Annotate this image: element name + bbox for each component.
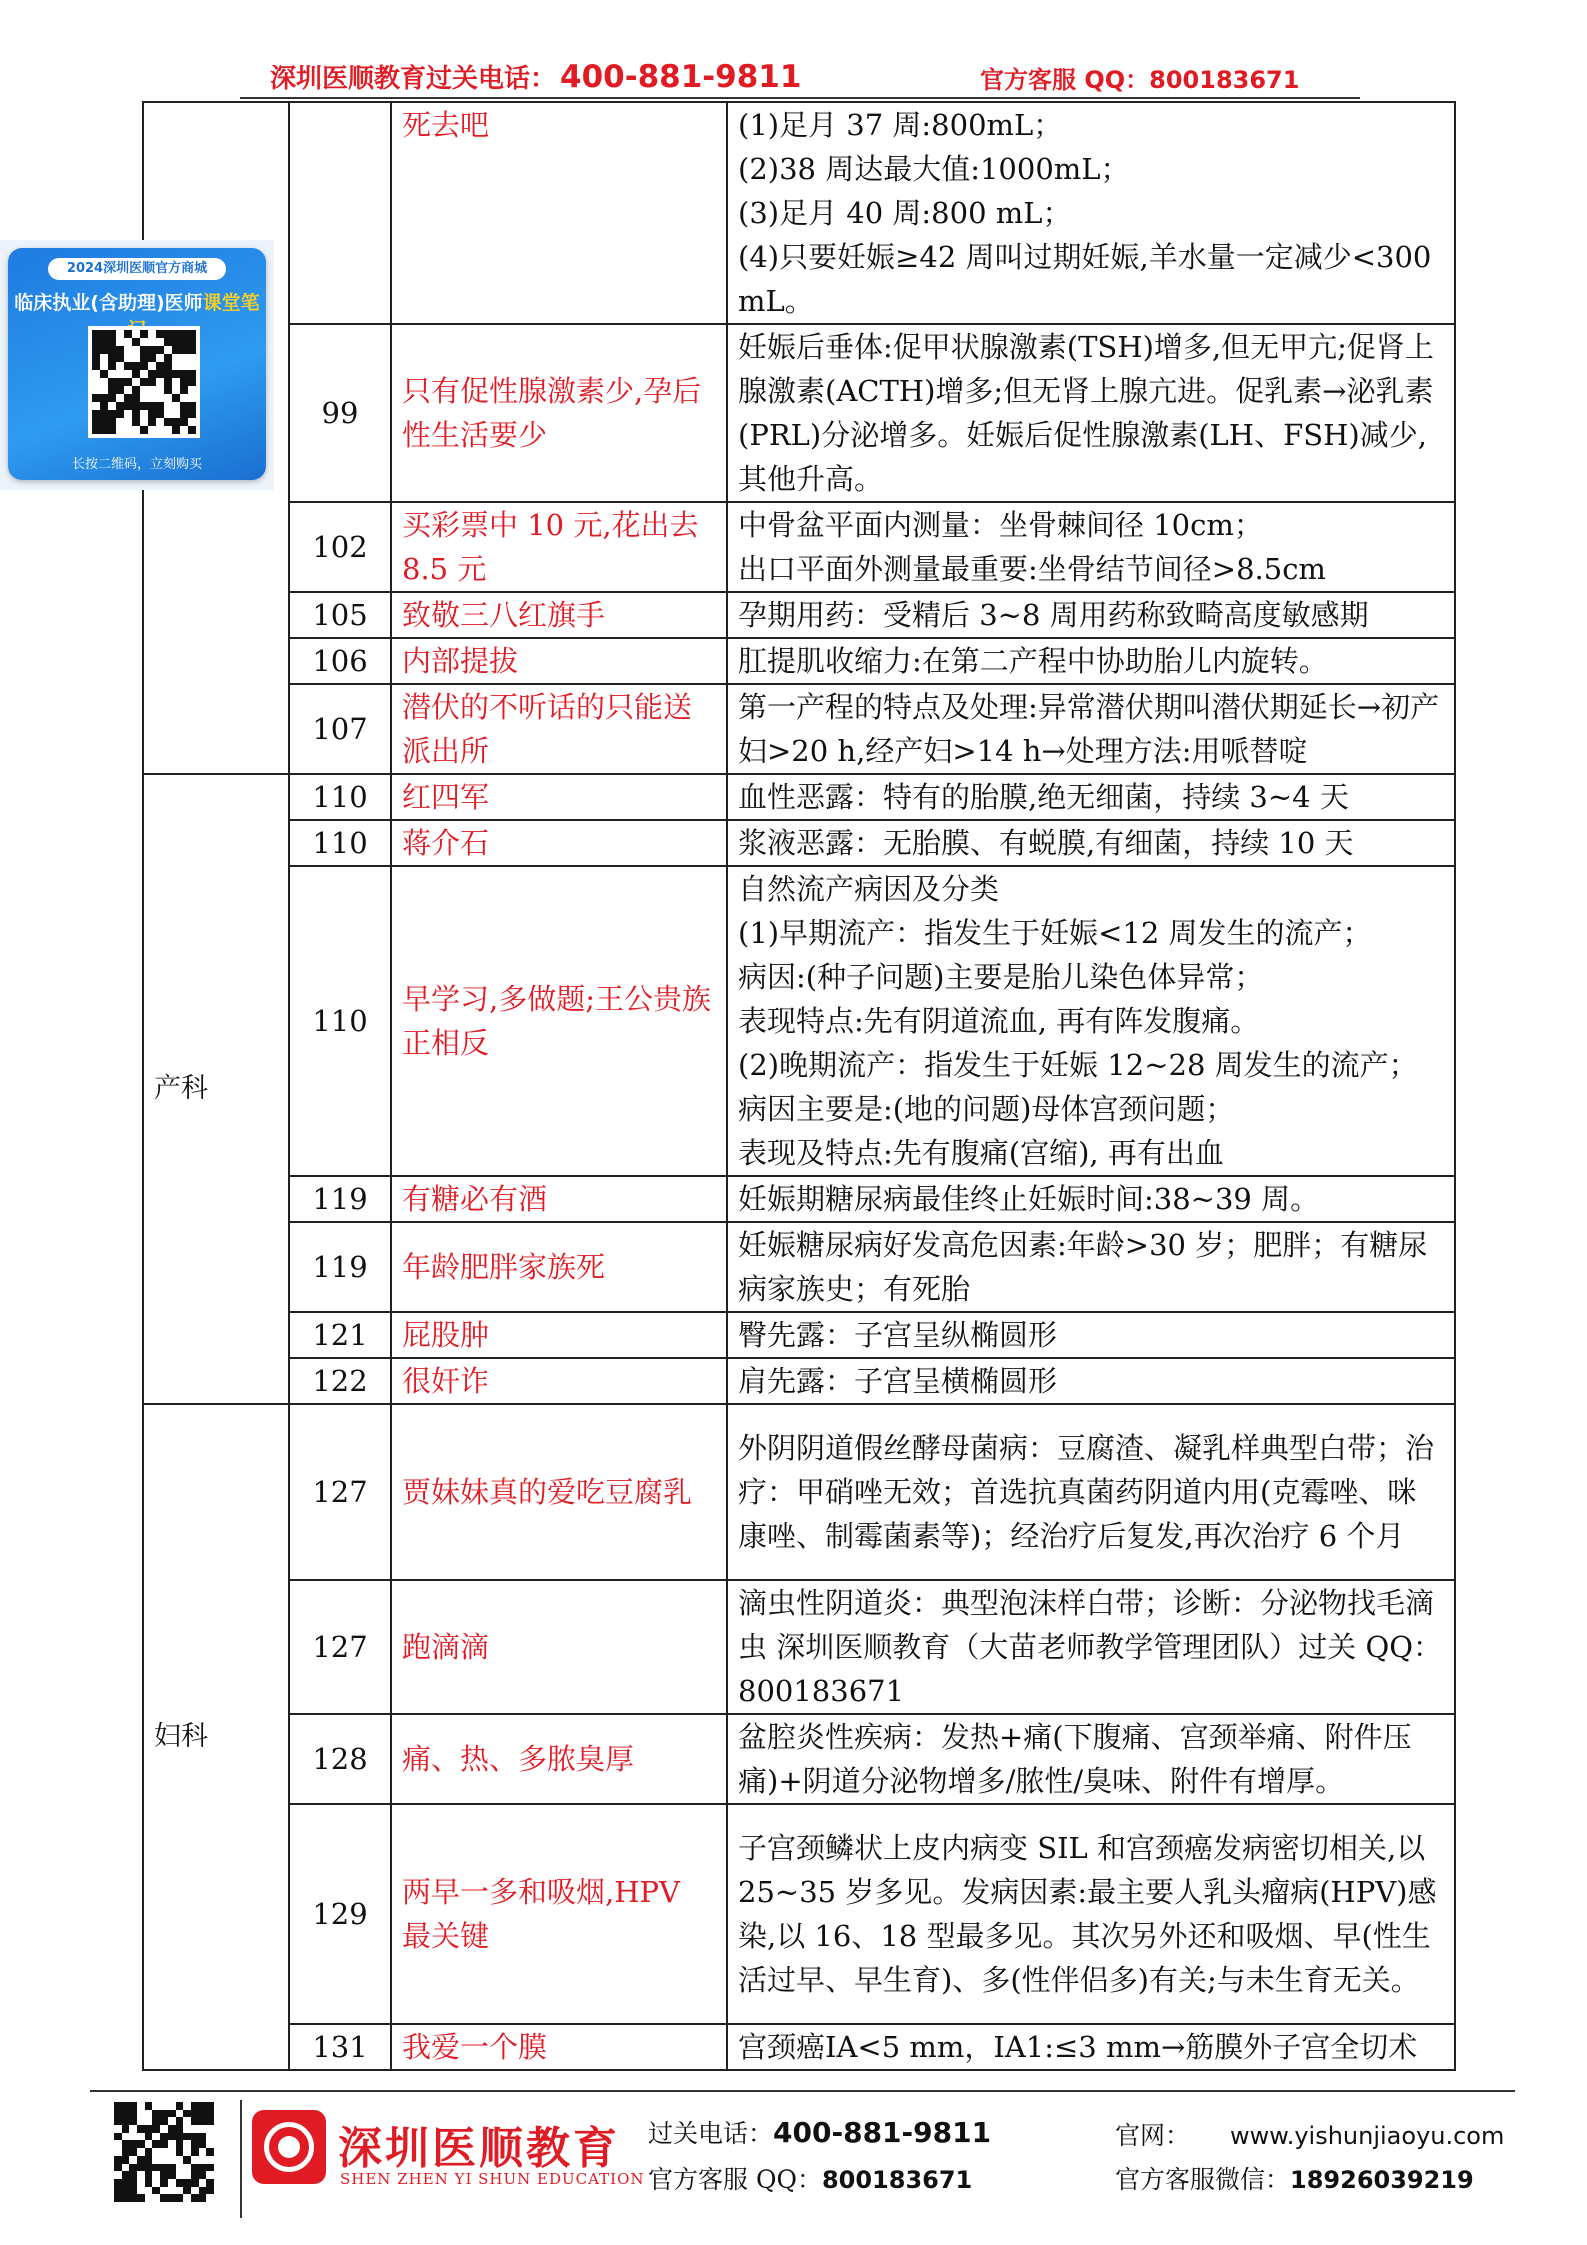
mnemonic-cell: 很奸诈 [391,1358,727,1404]
footer-phone-label: 过关电话： [648,2119,774,2148]
content-line: 外阴阴道假丝酵母菌病：豆腐渣、凝乳样典型白带；治疗：甲硝唑无效；首选抗真菌药阴道内用(克霉唑、咪康唑、制霉菌素等)；经治疗后复发,再次治疗 6 个月 [738,1431,1435,1553]
page-number-cell: 122 [289,1358,391,1404]
content-line: 滴虫性阴道炎：典型泡沫样白带；诊断：分泌物找毛滴虫 深圳医顺教育（大苗老师教学管理团队）过关 QQ：800183671 [738,1586,1442,1708]
page-number-cell: 127 [289,1580,391,1714]
content-cell [727,592,1455,638]
table-row [143,820,1455,866]
page-number-cell: 102 [289,502,391,592]
mnemonic-cell: 屁股肿 [391,1312,727,1358]
content-line: 血性恶露：特有的胎膜,绝无细菌，持续 3~4 天 [738,780,1349,814]
mnemonic-cell: 有糖必有酒 [391,1176,727,1222]
content-cell [727,1404,1455,1580]
content-cell [727,1714,1455,1804]
footer-wechat-label: 官方客服微信： [1115,2165,1291,2194]
table-row [143,1176,1455,1222]
content-line: 中骨盆平面内测量：坐骨棘间径 10cm； [738,508,1263,542]
department-cell: 产科 [143,774,289,1404]
mnemonic-cell: 蒋介石 [391,820,727,866]
content-line: (3)足月 40 周:800 mL； [738,196,1072,230]
header-phone-line [270,58,801,95]
content-line: (1)足月 37 周:800mL； [738,108,1063,142]
content-cell [727,638,1455,684]
content-line: 妊娠糖尿病好发高危因素:年龄>30 岁；肥胖；有糖尿病家族史；有死胎 [738,1228,1428,1306]
content-line: 妊娠后垂体:促甲状腺激素(TSH)增多,但无甲亢;促肾上腺激素(ACTH)增多;但无肾上腺亢进。促乳素→泌乳素(PRL)分泌增多。妊娠后促性腺激素(LH、FSH)减少,其他升高。 [738,330,1434,496]
content-line: 表现及特点:先有腹痛(宫缩), 再有出血 [738,1136,1224,1170]
promo-title-highlight: 课堂笔 [202,292,260,314]
table-row [143,1358,1455,1404]
table-row [143,1312,1455,1358]
content-line: (2)晚期流产：指发生于妊娠 12~28 周发生的流产； [738,1048,1418,1082]
notes-table [142,101,1456,2071]
table-row [143,1222,1455,1312]
content-line: 臀先露：子宫呈纵椭圆形 [738,1318,1058,1352]
logo-icon [252,2110,326,2184]
mnemonic-cell: 痛、热、多脓臭厚 [391,1714,727,1804]
footer-qr-code [114,2102,214,2202]
footer-site[interactable]: www.yishunjiaoyu.com [1230,2122,1505,2150]
mnemonic-cell: 买彩票中 10 元,花出去 8.5 元 [391,502,727,592]
header-rule [240,97,1360,99]
content-cell [727,1176,1455,1222]
table-row [143,1804,1455,2024]
content-line: (4)只要妊娠≥42 周叫过期妊娠,羊水量一定减少<300mL。 [738,240,1432,318]
mnemonic-cell: 只有促性腺激素少,孕后性生活要少 [391,324,727,502]
promo-title-main: 临床执业(含助理)医师 [14,292,203,314]
mnemonic-cell: 年龄肥胖家族死 [391,1222,727,1312]
content-cell [727,502,1455,592]
header-phone-label: 深圳医顺教育过关电话： [270,64,557,94]
mnemonic-cell: 内部提拔 [391,638,727,684]
promo-card[interactable] [8,248,266,480]
department-cell: 妇科 [143,1404,289,2070]
content-cell [727,866,1455,1176]
content-cell [727,324,1455,502]
content-cell [727,1804,1455,2024]
table-row [143,502,1455,592]
content-line: 病因:(种子问题)主要是胎儿染色体异常； [738,960,1264,994]
content-line: (2)38 周达最大值:1000mL； [738,152,1130,186]
content-line: (1)早期流产：指发生于妊娠<12 周发生的流产； [738,916,1372,950]
footer-wechat: 18926039219 [1290,2166,1474,2194]
content-line: 出口平面外测量最重要:坐骨结节间径>8.5cm [738,552,1326,586]
footer-qq: 800183671 [821,2166,973,2194]
table-row [143,592,1455,638]
page-number-cell: 119 [289,1176,391,1222]
mnemonic-cell: 两早一多和吸烟,HPV 最关键 [391,1804,727,2024]
footer-divider [240,2100,242,2218]
footer-qq-label: 官方客服 QQ： [648,2165,822,2194]
footer-phone-line [648,2114,991,2150]
content-line: 自然流产病因及分类 [738,872,1000,906]
page-number-cell: 110 [289,774,391,820]
page-number-cell: 110 [289,866,391,1176]
table-row [143,324,1455,502]
content-line: 宫颈癌ⅠA<5 mm，ⅠA1:≤3 mm→筋膜外子宫全切术 [738,2030,1418,2064]
promo-qr-code[interactable] [88,326,200,438]
content-line: 子宫颈鳞状上皮内病变 SIL 和宫颈癌发病密切相关,以 25~35 岁多见。发病因素:最主要人乳头瘤病(HPV)感染,以 16、18 型最多见。其次另外还和吸烟、早(性生活过早、早生育)、多(性伴侣多)有关;与未生育无关。 [738,1831,1437,1997]
table-row [143,866,1455,1176]
logo-name: 深圳医顺教育 [338,2123,620,2174]
mnemonic-cell: 跑滴滴 [391,1580,727,1714]
promo-top-label: 2024深圳医顺官方商城 [48,258,226,280]
page-number-cell: 99 [289,324,391,502]
mnemonic-cell: 致敬三八红旗手 [391,592,727,638]
mnemonic-cell: 我爱一个膜 [391,2024,727,2070]
page-number-cell: 107 [289,684,391,774]
promo-footer-text: 长按二维码，立刻购买 [71,457,202,472]
mnemonic-cell: 贾妹妹真的爱吃豆腐乳 [391,1404,727,1580]
content-line: 浆液恶露：无胎膜、有蜕膜,有细菌，持续 10 天 [738,826,1354,860]
page-number-cell: 128 [289,1714,391,1804]
content-cell [727,1312,1455,1358]
content-cell [727,1358,1455,1404]
content-line: 妊娠期糖尿病最佳终止妊娠时间:38~39 周。 [738,1182,1320,1216]
table-row [143,638,1455,684]
table-row [143,102,1455,324]
page-number-cell: 121 [289,1312,391,1358]
page-number-cell [289,102,391,324]
content-line: 病因主要是:(地的问题)母体宫颈问题； [738,1092,1235,1126]
page-number-cell: 127 [289,1404,391,1580]
page-number-cell: 110 [289,820,391,866]
footer-site-line [1115,2116,1504,2152]
content-cell [727,102,1455,324]
mnemonic-cell: 红四军 [391,774,727,820]
footer-rule [90,2090,1515,2092]
table-row [143,2024,1455,2070]
page-number-cell: 105 [289,592,391,638]
content-cell [727,1222,1455,1312]
page-header [270,58,1367,96]
table-row [143,1404,1455,1580]
footer-qq-line [648,2160,972,2196]
table-row [143,1580,1455,1714]
logo-english-name: SHEN ZHEN YI SHUN EDUCATION [340,2170,645,2188]
content-cell [727,774,1455,820]
content-cell [727,820,1455,866]
page-number-cell: 131 [289,2024,391,2070]
table-row [143,774,1455,820]
promo-banner[interactable] [0,240,274,490]
mnemonic-cell: 潜伏的不听话的只能送派出所 [391,684,727,774]
content-cell [727,684,1455,774]
page-number-cell: 106 [289,638,391,684]
content-line: 肛提肌收缩力:在第二产程中协助胎儿内旋转。 [738,644,1328,678]
content-line: 孕期用药：受精后 3~8 周用药称致畸高度敏感期 [738,598,1369,632]
footer-site-label: 官网： [1115,2121,1191,2150]
content-cell [727,1580,1455,1714]
mnemonic-cell: 早学习,多做题;王公贵族正相反 [391,866,727,1176]
content-line: 盆腔炎性疾病：发热+痛(下腹痛、宫颈举痛、附件压痛)+阴道分泌物增多/脓性/臭味、附件有增厚。 [738,1720,1412,1798]
content-cell [727,2024,1455,2070]
header-phone: 400-881-9811 [560,59,802,95]
content-line: 第一产程的特点及处理:异常潜伏期叫潜伏期延长→初产妇>20 h,经产妇>14 h→处理方法:用哌替啶 [738,690,1440,768]
mnemonic-cell: 死去吧 [391,102,727,324]
footer-wechat-line [1115,2160,1474,2196]
table-row [143,684,1455,774]
header-qq: 官方客服 QQ：800183671 [980,66,1300,94]
content-line: 肩先露：子宫呈横椭圆形 [738,1364,1058,1398]
page-number-cell: 129 [289,1804,391,2024]
content-line: 表现特点:先有阴道流血, 再有阵发腹痛。 [738,1004,1260,1038]
page-number-cell: 119 [289,1222,391,1312]
footer-phone: 400-881-9811 [773,2116,992,2149]
table-row [143,1714,1455,1804]
